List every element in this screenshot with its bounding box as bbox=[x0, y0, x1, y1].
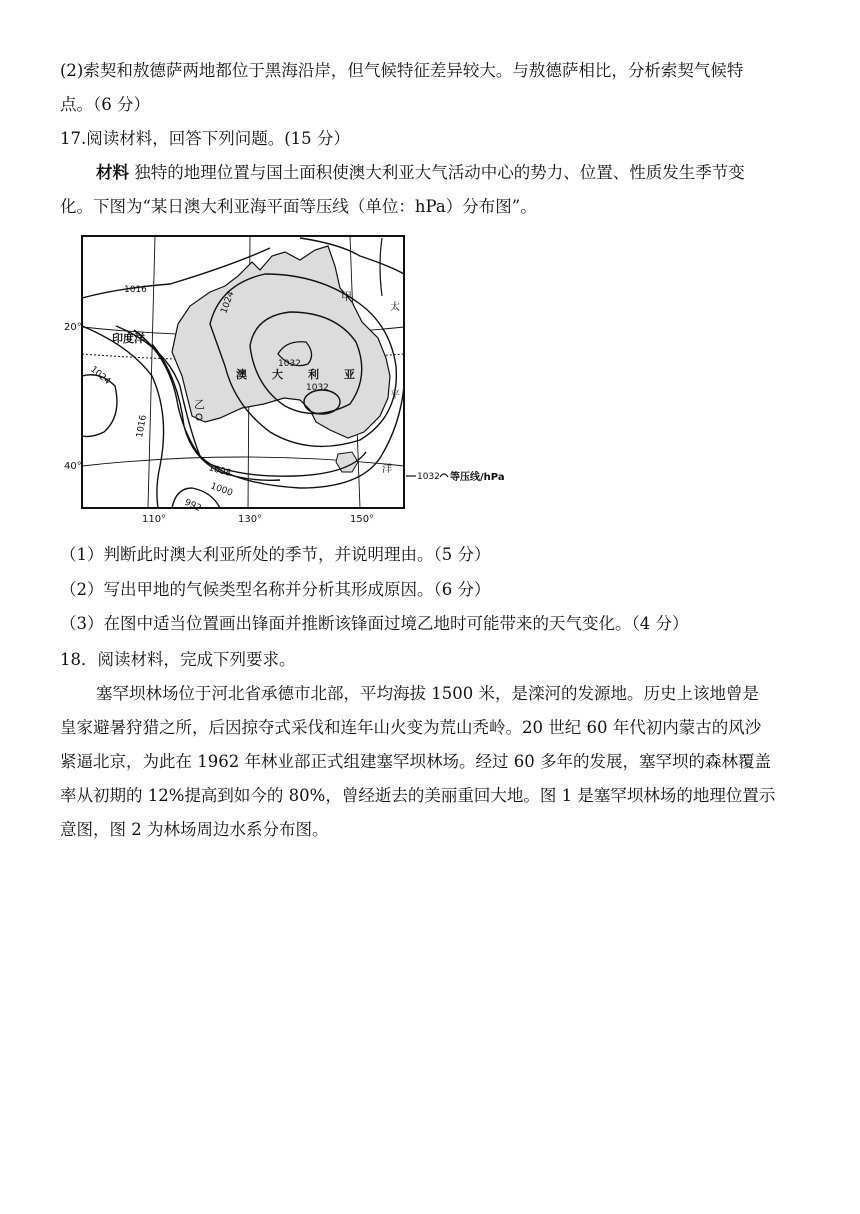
lon-110-label: 110° bbox=[142, 514, 167, 525]
legend-value: 1032 bbox=[417, 472, 440, 482]
q18-title: 18．阅读材料，完成下列要求。 bbox=[60, 650, 296, 669]
isobar-label-1024-west: 1024 bbox=[88, 364, 113, 388]
isobar-label-1000: 1000 bbox=[208, 481, 234, 499]
legend-text: 等压线/hPa bbox=[450, 472, 505, 483]
isobar-label-1016-north: 1016 bbox=[124, 285, 147, 295]
lon-130-label: 130° bbox=[238, 514, 263, 525]
isobar-west-loop bbox=[82, 375, 117, 437]
q17-sub2: （2）写出甲地的气候类型名称并分析其形成原因。（6 分） bbox=[60, 580, 491, 599]
indian-ocean-label: 印度洋 bbox=[112, 332, 145, 345]
q17-title: 17.阅读材料，回答下列问题。(15 分） bbox=[60, 129, 350, 148]
q18-paragraph-line2: 皇家避暑狩猎之所，后因掠夺式采伐和连年山火变为荒山秃岭。20 世纪 60 年代初内蒙古的风沙 bbox=[60, 718, 762, 737]
australia-char-4: 亚 bbox=[344, 368, 355, 381]
isobar-label-992: 992 bbox=[182, 497, 203, 514]
isobar-map-svg bbox=[60, 226, 530, 526]
material-label: 材料 bbox=[96, 163, 129, 182]
material-text: 独特的地理位置与国土面积使澳大利亚大气活动中心的势力、位置、性质发生季节变 bbox=[134, 163, 745, 182]
location-yi: 乙 bbox=[194, 398, 205, 411]
lon-150-label: 150° bbox=[350, 514, 375, 525]
q18-paragraph-line3: 紧逼北京，为此在 1962 年林业部正式组建塞罕坝林场。经过 60 多年的发展，塞罕坝的森林覆盖 bbox=[60, 752, 771, 771]
q18-paragraph-line4: 率从初期的 12%提高到如今的 80%，曾经逝去的美丽重回大地。图 1 是塞罕坝林场的地理位置示 bbox=[60, 786, 776, 805]
q18-paragraph-line5: 意图，图 2 为林场周边水系分布图。 bbox=[60, 820, 329, 839]
q17-material-line1 bbox=[96, 163, 836, 183]
australia-char-3: 利 bbox=[308, 368, 319, 381]
location-jia: 甲 bbox=[341, 290, 352, 303]
australia-char-1: 澳 bbox=[236, 368, 247, 381]
q18-paragraph-line1: 塞罕坝林场位于河北省承德市北部，平均海拔 1500 米，是滦河的发源地。历史上该地曾是 bbox=[96, 684, 759, 703]
q17-sub3: （3）在图中适当位置画出锋面并推断该锋面过境乙地时可能带来的天气变化。（4 分） bbox=[60, 614, 689, 633]
lat-20-label: 20° bbox=[64, 322, 82, 333]
isobar-label-1008: 1008 bbox=[207, 463, 232, 479]
isobar-label-1024-inner: 1024 bbox=[219, 290, 237, 316]
isobar-east-short bbox=[380, 238, 382, 296]
australia-isobar-map bbox=[60, 226, 530, 526]
pacific-char-1: 太 bbox=[390, 302, 400, 313]
legend-line-right bbox=[440, 474, 448, 477]
q16-2-line1: (2)索契和敖德萨两地都位于黑海沿岸，但气候特征差异较大。与敖德萨相比，分析索契气候特 bbox=[60, 61, 744, 80]
q16-2-line2: 点。（6 分） bbox=[60, 95, 150, 114]
pacific-char-2: 平 bbox=[390, 390, 400, 401]
q17-material-line2: 化。下图为“某日澳大利亚海平面等压线（单位：hPa）分布图”。 bbox=[60, 197, 537, 216]
isobar-label-1016-south: 1016 bbox=[135, 414, 149, 439]
isobar-label-1032-a: 1032 bbox=[278, 359, 301, 369]
lat-40-label: 40° bbox=[64, 461, 82, 472]
isobar-label-1032-b: 1032 bbox=[306, 383, 329, 393]
isobar-1024-west bbox=[82, 326, 164, 508]
australia-char-2: 大 bbox=[272, 368, 283, 381]
q17-sub1: （1）判断此时澳大利亚所处的季节，并说明理由。（5 分） bbox=[60, 545, 491, 564]
pacific-char-3: 洋 bbox=[382, 464, 392, 475]
